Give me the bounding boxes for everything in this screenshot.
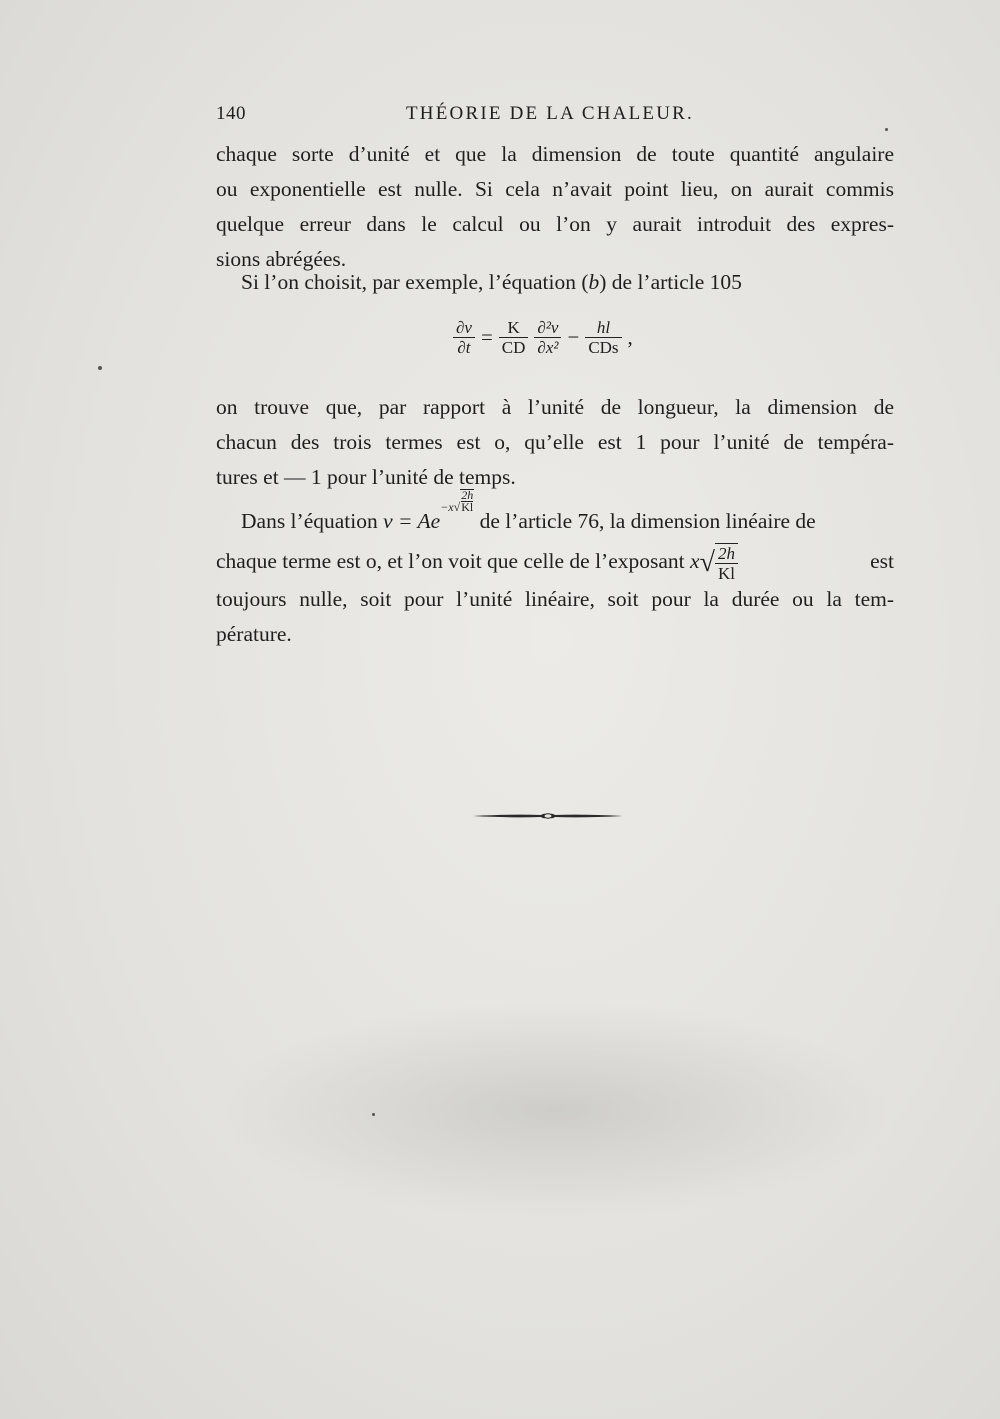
text-line: toujours nulle, soit pour l’unité linéaire, soit pour la durée ou la tem- [216, 587, 894, 611]
text-span: Dans l’équation [241, 509, 384, 533]
text-span: de l’article 76, la dimension linéaire de [474, 509, 816, 533]
text-span: chaque terme est o, et l’on voit que celle de l’exposant [216, 549, 691, 573]
text-span: est [870, 549, 894, 573]
paragraph-4 [216, 488, 894, 652]
sqrt-fraction: $\frac{2h}{Kl}$ [715, 543, 738, 583]
fraction-hl-cds: $\frac{hl}{\text{CDs}}$ [585, 318, 621, 357]
text-line: pérature. [216, 622, 292, 646]
formula-lhs: v = Ae [383, 509, 441, 533]
fraction-dv-dt: $\frac{\partial v}{\partial t}$ [453, 318, 475, 357]
page-header [216, 103, 896, 129]
equals-sign: = [480, 325, 493, 349]
paragraph-3 [216, 390, 894, 495]
fraction-k-cd: $\frac{K}{CD}$ [499, 318, 529, 357]
paragraph-1 [216, 137, 894, 277]
text-line: chaque sorte d’unité et que la dimension de toute quantité angulaire [216, 142, 894, 166]
exponent: −x√ $\frac{2h}{Kl}$ [440, 488, 474, 514]
equation-reference: b [588, 270, 600, 294]
text-line: on trouve que, par rapport à l’unité de longueur, la dimension de [216, 395, 894, 419]
equation-comma: , [627, 325, 633, 349]
text-line [216, 265, 894, 300]
text-line [216, 540, 894, 582]
speck-mark [98, 366, 102, 370]
text-line: ou exponentielle est nulle. Si cela n’avait point lieu, on aurait commis [216, 177, 894, 201]
text-line: quelque erreur dans le calcul ou l’on y aurait introduit des expres- [216, 212, 894, 236]
variable-x: x [690, 549, 700, 573]
bleed-through-shadow [215, 1000, 895, 1220]
speck-mark [885, 128, 888, 131]
minus-sign: − [567, 325, 580, 349]
text-line [216, 488, 894, 540]
sqrt-symbol: √ [699, 547, 715, 579]
page-number: 140 [216, 103, 246, 124]
text-span: Si l’on choisit, par exemple, l’équation ( [241, 270, 589, 294]
heat-equation [450, 318, 636, 357]
fraction-d2v-dx2: $\frac{\text{∂²v}}{\text{∂x²}}$ [534, 318, 561, 357]
text-line: chacun des trois termes est o, qu’elle est 1 pour l’unité de tempéra- [216, 430, 894, 454]
running-head: THÉORIE DE LA CHALEUR. [406, 103, 694, 124]
text-span: ) de l’article 105 [599, 270, 742, 294]
speck-mark [372, 1113, 375, 1116]
text-line: sions abrégées. [216, 247, 347, 271]
paragraph-2 [216, 265, 894, 300]
text-line: tures et — 1 pour l’unité de temps. [216, 465, 516, 489]
section-end-ornament [473, 810, 623, 822]
